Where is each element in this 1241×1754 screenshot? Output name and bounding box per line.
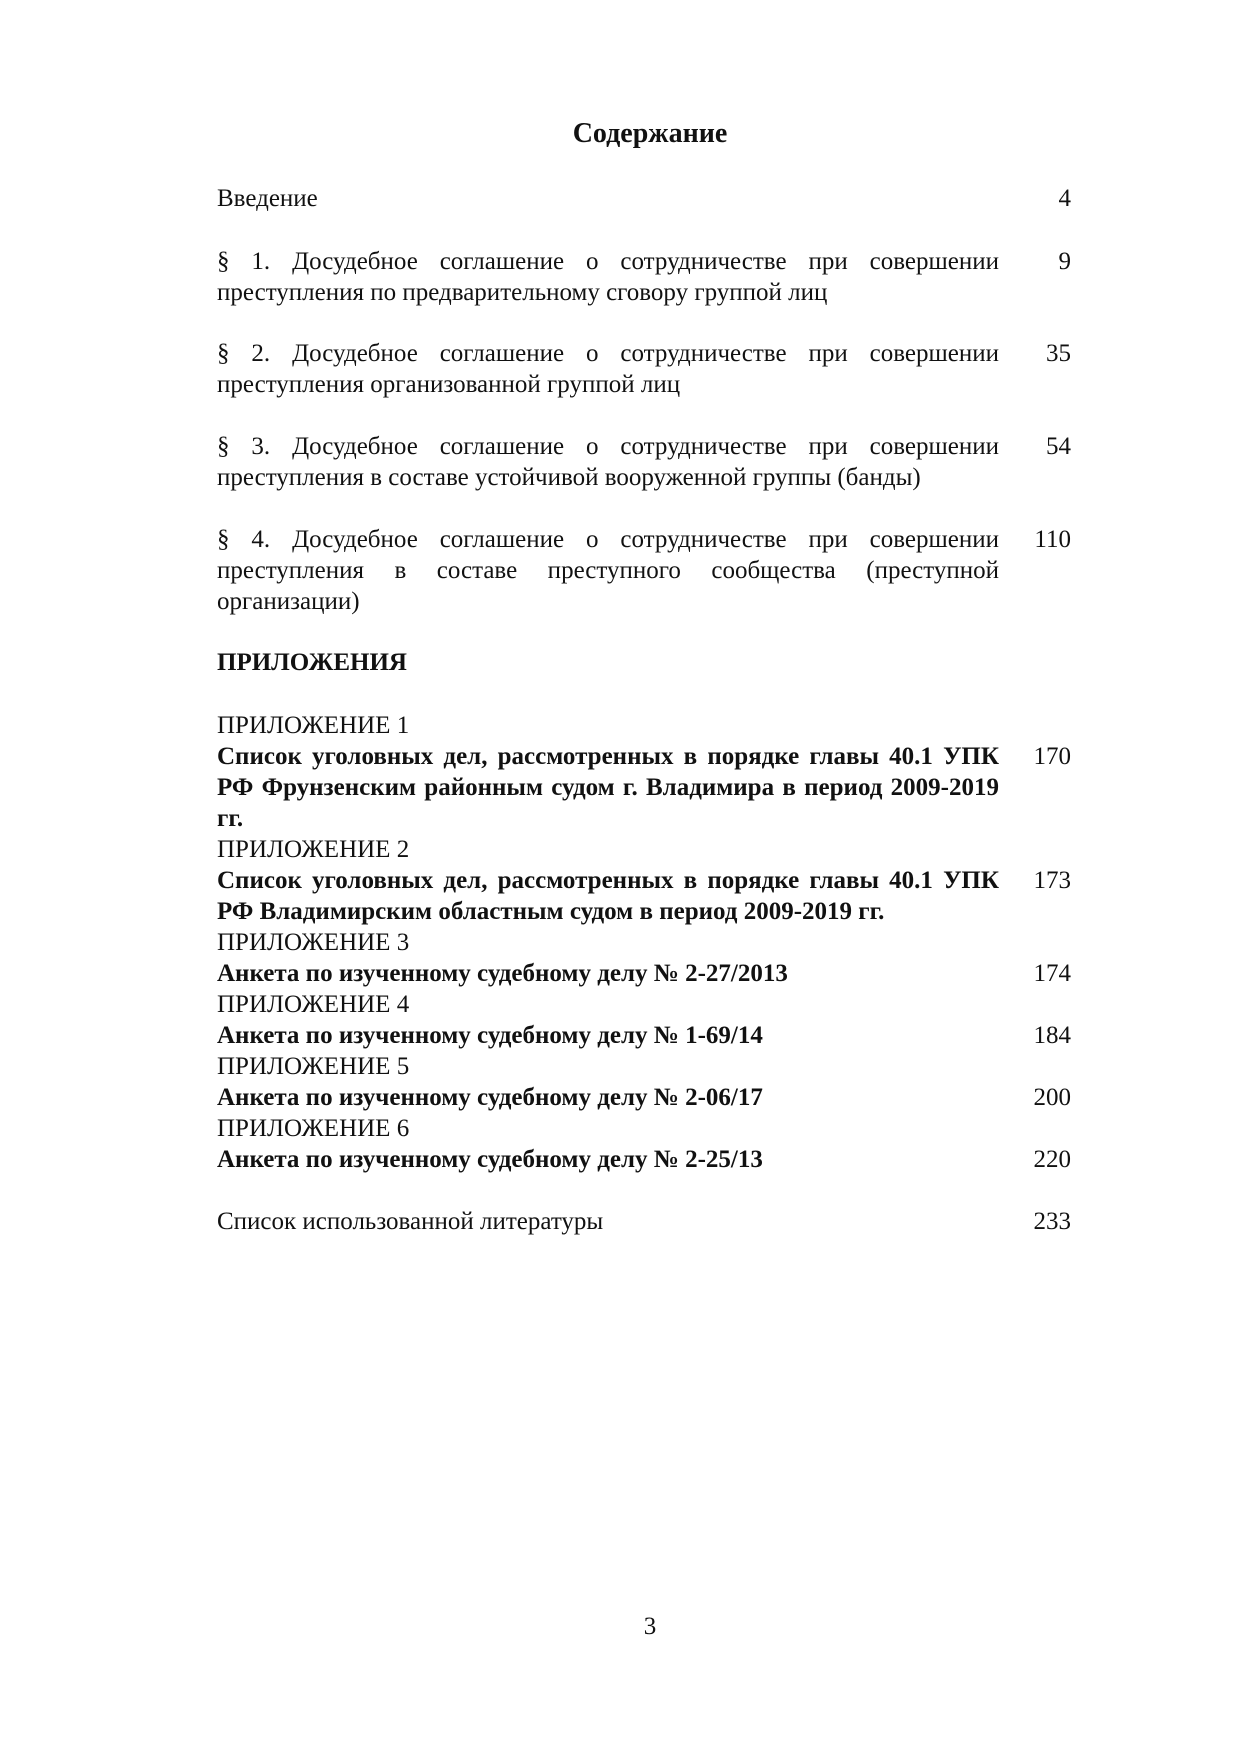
appendix-title: Анкета по изученному судебному делу № 2-27/2013 xyxy=(217,960,788,987)
footer-page-number: 3 xyxy=(643,1613,657,1640)
appendix-entry-5 xyxy=(217,1051,1071,1113)
appendices-heading: ПРИЛОЖЕНИЯ xyxy=(217,649,407,676)
toc-entry-text: § 2. Досудебное соглашение о сотрудничестве при совершении преступления организованной группой лиц xyxy=(217,340,999,398)
toc-entry-intro xyxy=(217,183,1071,214)
toc-page-number: 9 xyxy=(1058,248,1071,275)
appendix-title: Анкета по изученному судебному делу № 1-69/14 xyxy=(217,1022,763,1049)
appendix-label: ПРИЛОЖЕНИЕ 5 xyxy=(217,1053,410,1080)
toc-entry-section-3 xyxy=(217,431,1071,493)
toc-page-number: 173 xyxy=(1033,867,1071,894)
appendix-title: Список уголовных дел, рассмотренных в порядке главы 40.1 УПК РФ Владимирским областным судом в период 2009-2019 гг. xyxy=(217,867,999,925)
appendix-title: Анкета по изученному судебному делу № 2-25/13 xyxy=(217,1146,763,1173)
appendix-entry-6 xyxy=(217,1113,1071,1175)
toc-page-number: 110 xyxy=(1034,526,1071,553)
toc-page-number: 220 xyxy=(1033,1146,1071,1173)
appendix-entry-3 xyxy=(217,927,1071,989)
toc-entry-text: § 1. Досудебное соглашение о сотрудничестве при совершении преступления по предварительному сговору группой лиц xyxy=(217,248,999,306)
toc-entry-text: § 3. Досудебное соглашение о сотрудничестве при совершении преступления в составе устойчивой вооруженной группы (банды) xyxy=(217,433,999,491)
toc-entry-text: § 4. Досудебное соглашение о сотрудничестве при совершении преступления в составе преступного сообщества (преступной организации) xyxy=(217,526,999,615)
appendix-label: ПРИЛОЖЕНИЕ 2 xyxy=(217,836,410,863)
toc-entry-text: Введение xyxy=(217,185,318,212)
appendix-title: Анкета по изученному судебному делу № 2-06/17 xyxy=(217,1084,763,1111)
appendix-label: ПРИЛОЖЕНИЕ 3 xyxy=(217,929,410,956)
appendix-label: ПРИЛОЖЕНИЕ 1 xyxy=(217,712,410,739)
toc-entry-literature xyxy=(217,1206,1071,1237)
appendix-entry-2 xyxy=(217,834,1071,927)
toc-page-number: 170 xyxy=(1033,743,1071,770)
appendix-entry-1 xyxy=(217,710,1071,834)
toc-page-number: 184 xyxy=(1033,1022,1071,1049)
toc-page-number: 174 xyxy=(1033,960,1071,987)
toc-entry-section-4 xyxy=(217,524,1071,617)
toc-page-number: 4 xyxy=(1058,185,1071,212)
toc-entry-section-2 xyxy=(217,338,1071,400)
appendix-title: Список уголовных дел, рассмотренных в порядке главы 40.1 УПК РФ Фрунзенским районным судом г. Владимира в период 2009-2019 гг. xyxy=(217,743,999,832)
toc-page-number: 54 xyxy=(1046,433,1071,460)
toc-page-number: 233 xyxy=(1033,1208,1071,1235)
page-title: Содержание xyxy=(572,118,728,149)
appendix-label: ПРИЛОЖЕНИЕ 4 xyxy=(217,991,410,1018)
toc-entry-section-1 xyxy=(217,246,1071,308)
toc-entry-text: Список использованной литературы xyxy=(217,1208,604,1235)
toc-page-number: 200 xyxy=(1033,1084,1071,1111)
appendix-label: ПРИЛОЖЕНИЕ 6 xyxy=(217,1115,410,1142)
toc-page-number: 35 xyxy=(1046,340,1071,367)
appendix-entry-4 xyxy=(217,989,1071,1051)
